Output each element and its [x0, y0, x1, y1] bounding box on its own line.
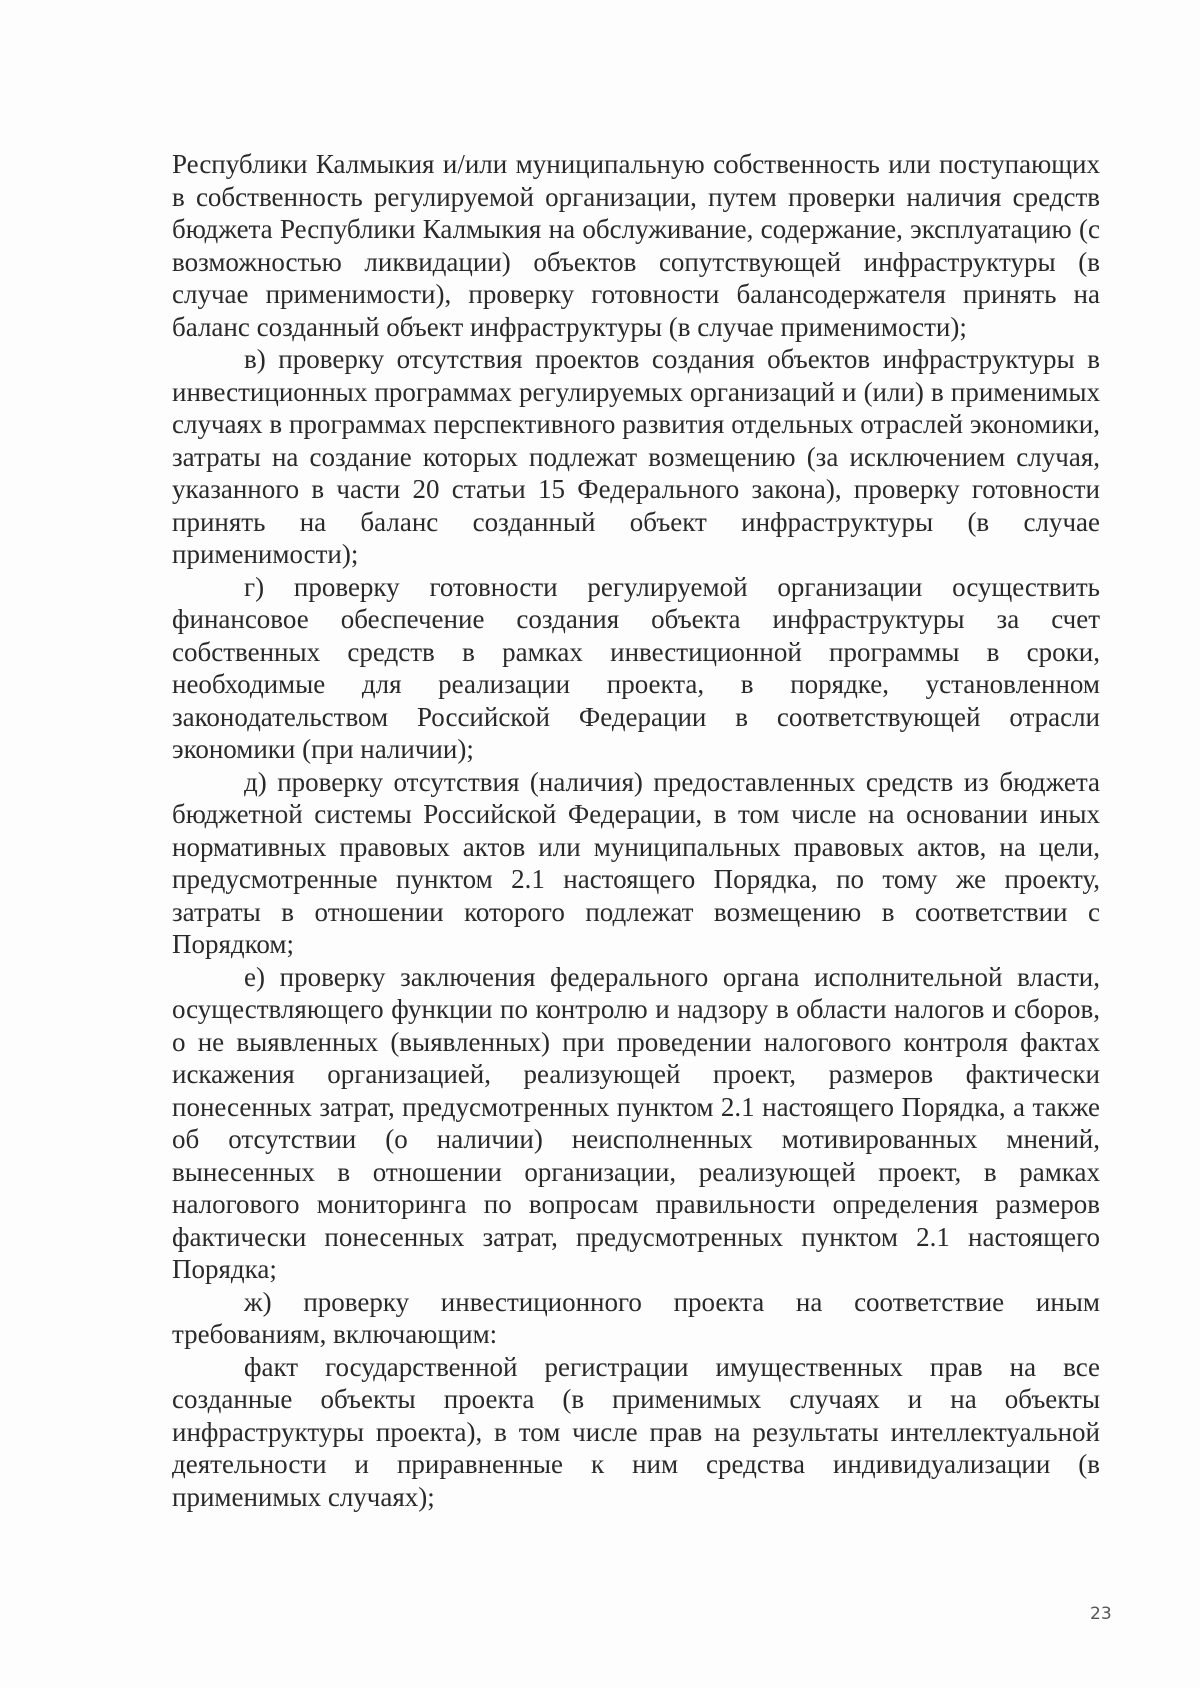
paragraph-item-e: е) проверку заключения федерального органа исполнительной власти, осуществляющего функции по контролю и надзору в области налогов и сборов, о не выявленных (выявленных) при проведении налогового контроля фактах искажения организацией, реализующей проект, размеров фактически понесенных затрат, предусмотренных пунктом 2.1 настоящего Порядка, а также об отсутствии (о наличии) неисполненных мотивированных мнений, вынесенных в отношении организации, реализующей проект, в рамках налогового мониторинга по вопросам правильности определения размеров фактически понесенных затрат, предусмотренных пунктом 2.1 настоящего Порядка; — [172, 961, 1100, 1284]
paragraph-item-g: г) проверку готовности регулируемой организации осуществить финансовое обеспечение создания объекта инфраструктуры за счет собственных средств в рамках инвестиционной программы в сроки, необходимые для реализации проекта, в порядке, установленном законодательством Российской Федерации в соответствующей отрасли экономики (при наличии); — [172, 571, 1100, 764]
page-number: 23 — [1090, 1604, 1112, 1624]
document-body — [172, 148, 1100, 1513]
paragraph-item-v: в) проверку отсутствия проектов создания объектов инфраструктуры в инвестиционных программах регулируемых организаций и (или) в применимых случаях в программах перспективного развития отдельных отраслей экономики, затраты на создание которых подлежат возмещению (за исключением случая, указанного в части 20 статьи 15 Федерального закона), проверку готовности принять на баланс созданный объект инфраструктуры (в случае применимости); — [172, 344, 1100, 569]
paragraph-item-zh: ж) проверку инвестиционного проекта на соответствие иным требованиям, включающим: — [172, 1286, 1100, 1349]
paragraph-continuation: Республики Калмыкия и/или муниципальную собственность или поступающих в собственность регулируемой организации, путем проверки наличия средств бюджета Республики Калмыкия на обслуживание, содержание, эксплуатацию (с возможностью ликвидации) объектов сопутствующей инфраструктуры (в случае применимости), проверку готовности балансодержателя принять на баланс созданный объект инфраструктуры (в случае применимости); — [172, 149, 1100, 342]
paragraph-item-d: д) проверку отсутствия (наличия) предоставленных средств из бюджета бюджетной системы Российской Федерации, в том числе на основании иных нормативных правовых актов или муниципальных правовых актов, на цели, предусмотренные пунктом 2.1 настоящего Порядка, по тому же проекту, затраты в отношении которого подлежат возмещению в соответствии с Порядком; — [172, 766, 1100, 959]
paragraph-fact-registration: факт государственной регистрации имущественных прав на все созданные объекты проекта (в применимых случаях и на объекты инфраструктуры проекта), в том числе прав на результаты интеллектуальной деятельности и приравненные к ним средства индивидуализации (в применимых случаях); — [172, 1351, 1100, 1512]
